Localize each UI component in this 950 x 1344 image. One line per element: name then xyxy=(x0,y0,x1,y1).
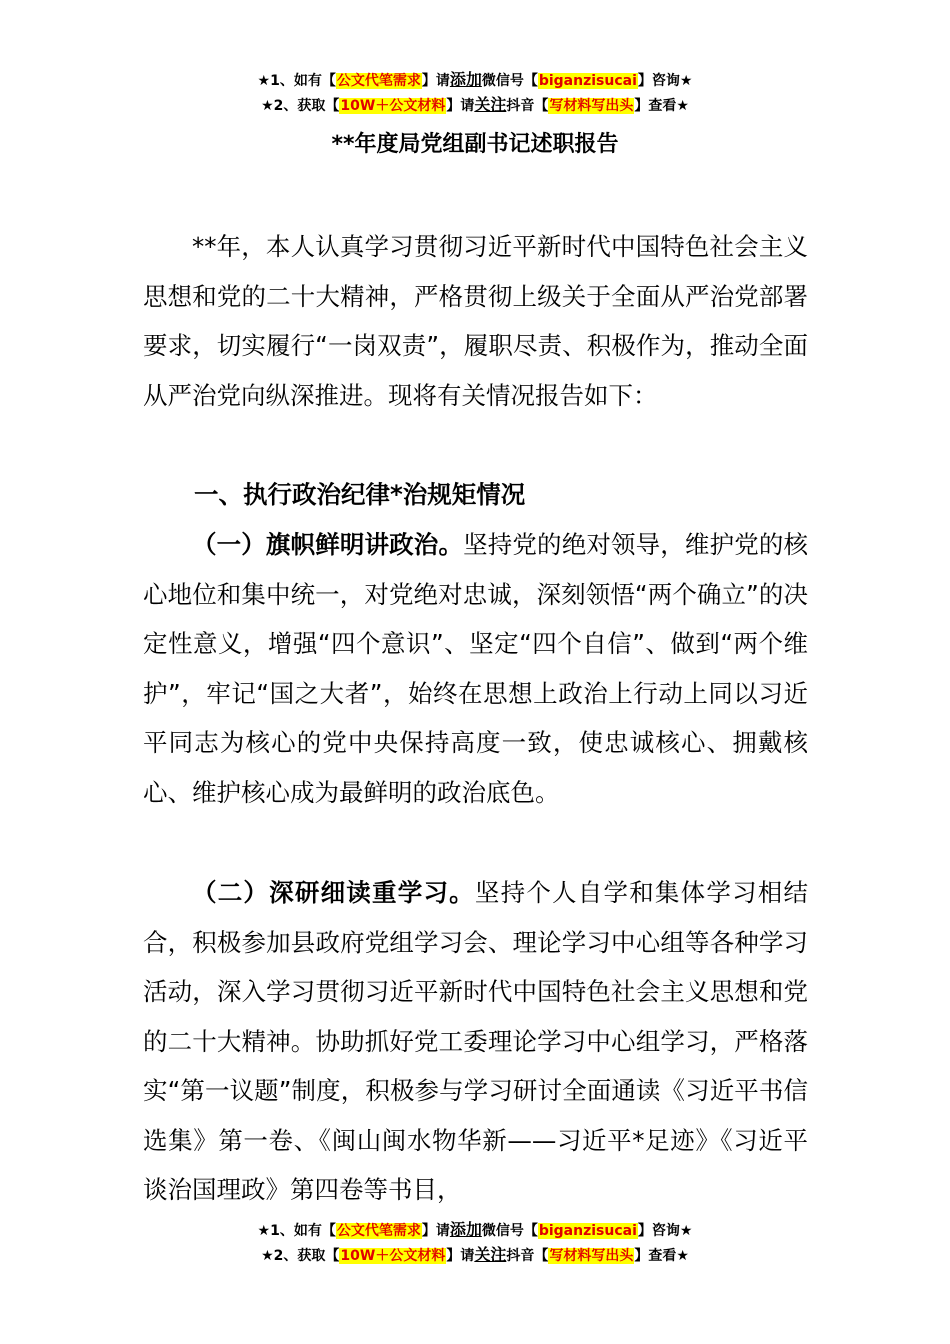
underlined-word: 关注 xyxy=(474,1245,507,1264)
intro-text: **年，本人认真学习贯彻习近平新时代中国特色社会主义思想和党的二十大精神，严格贯彻上级关于全面从严治党部署要求，切实履行“一岗双责”，履职尽责、积极作为，推动全面从严治党向纵深推进。现将有关情况报告如下： xyxy=(143,232,808,410)
item-lead: （一）旗帜鲜明讲政治。 xyxy=(192,530,464,559)
promo-text: ★2、获取【 xyxy=(261,1248,340,1264)
highlight-service: 公文代笔需求 xyxy=(336,73,421,89)
item-text: 坚持党的绝对领导，维护党的核心地位和集中统一，对党绝对忠诚，深刻领悟“两个确立”的决定性意义，增强“四个意识”、坚定“四个自信”、做到“两个维护”，牢记“国之大者”，始终在思想上政治上行动上同以习近平同志为核心的党中央保持高度一致，使忠诚核心、拥戴核心、维护核心成为最鲜明的政治底色。 xyxy=(143,530,809,807)
promo-line-2 xyxy=(0,93,950,118)
highlight-wechat-id: biganzisucai xyxy=(538,73,637,89)
underlined-word: 关注 xyxy=(474,95,507,114)
promo-text: 】咨询★ xyxy=(637,73,693,89)
promo-text: 】查看★ xyxy=(634,1248,689,1264)
section-item-1 xyxy=(143,520,808,817)
promo-text: 】请 xyxy=(446,1248,475,1264)
document-title: **年度局党组副书记述职报告 xyxy=(331,132,619,157)
highlight-wechat-id: biganzisucai xyxy=(538,1223,637,1239)
promo-text: ★1、如有【 xyxy=(257,1223,336,1239)
section-heading: 一、执行政治纪律*治规矩情况 xyxy=(194,480,526,509)
promo-text: 】请 xyxy=(421,1223,450,1239)
promo-text: 】请 xyxy=(421,73,450,89)
item-text: 坚持个人自学和集体学习相结合，积极参加县政府党组学习会、理论学习中心组等各种学习活动，深入学习贯彻习近平新时代中国特色社会主义思想和党的二十大精神。协助抓好党工委理论学习中心组学习，严格落实“第一议题”制度，积极参与学习研讨全面通读《习近平书信选集》第一卷、《闽山闽水物华新——习近平*足迹》《习近平谈治国理政》第四卷等书目， xyxy=(143,878,808,1204)
underlined-word: 添加 xyxy=(449,70,482,89)
promo-text: ★1、如有【 xyxy=(257,73,336,89)
promo-banner-top xyxy=(0,68,950,118)
promo-text: 】咨询★ xyxy=(637,1223,693,1239)
section-item-2 xyxy=(143,868,808,1215)
highlight-materials: 10W＋公文材料 xyxy=(340,98,446,114)
highlight-douyin-account: 写材料写出头 xyxy=(549,1248,634,1264)
intro-paragraph xyxy=(143,222,808,420)
highlight-materials: 10W＋公文材料 xyxy=(340,1248,446,1264)
underlined-word: 添加 xyxy=(449,1220,482,1239)
highlight-service: 公文代笔需求 xyxy=(336,1223,421,1239)
promo-line-1 xyxy=(0,68,950,93)
promo-line-1 xyxy=(0,1218,950,1243)
item-paragraph xyxy=(143,520,808,817)
highlight-douyin-account: 写材料写出头 xyxy=(549,98,634,114)
promo-text: 抖音【 xyxy=(506,1248,549,1264)
promo-line-2 xyxy=(0,1243,950,1268)
item-lead: （二）深研细读重学习。 xyxy=(192,878,475,907)
item-paragraph xyxy=(143,868,808,1215)
promo-text: 微信号【 xyxy=(481,1223,538,1239)
promo-text: ★2、获取【 xyxy=(261,98,340,114)
promo-text: 微信号【 xyxy=(481,73,538,89)
promo-text: 抖音【 xyxy=(506,98,549,114)
promo-text: 】查看★ xyxy=(634,98,689,114)
promo-banner-bottom xyxy=(0,1218,950,1268)
promo-text: 】请 xyxy=(446,98,475,114)
